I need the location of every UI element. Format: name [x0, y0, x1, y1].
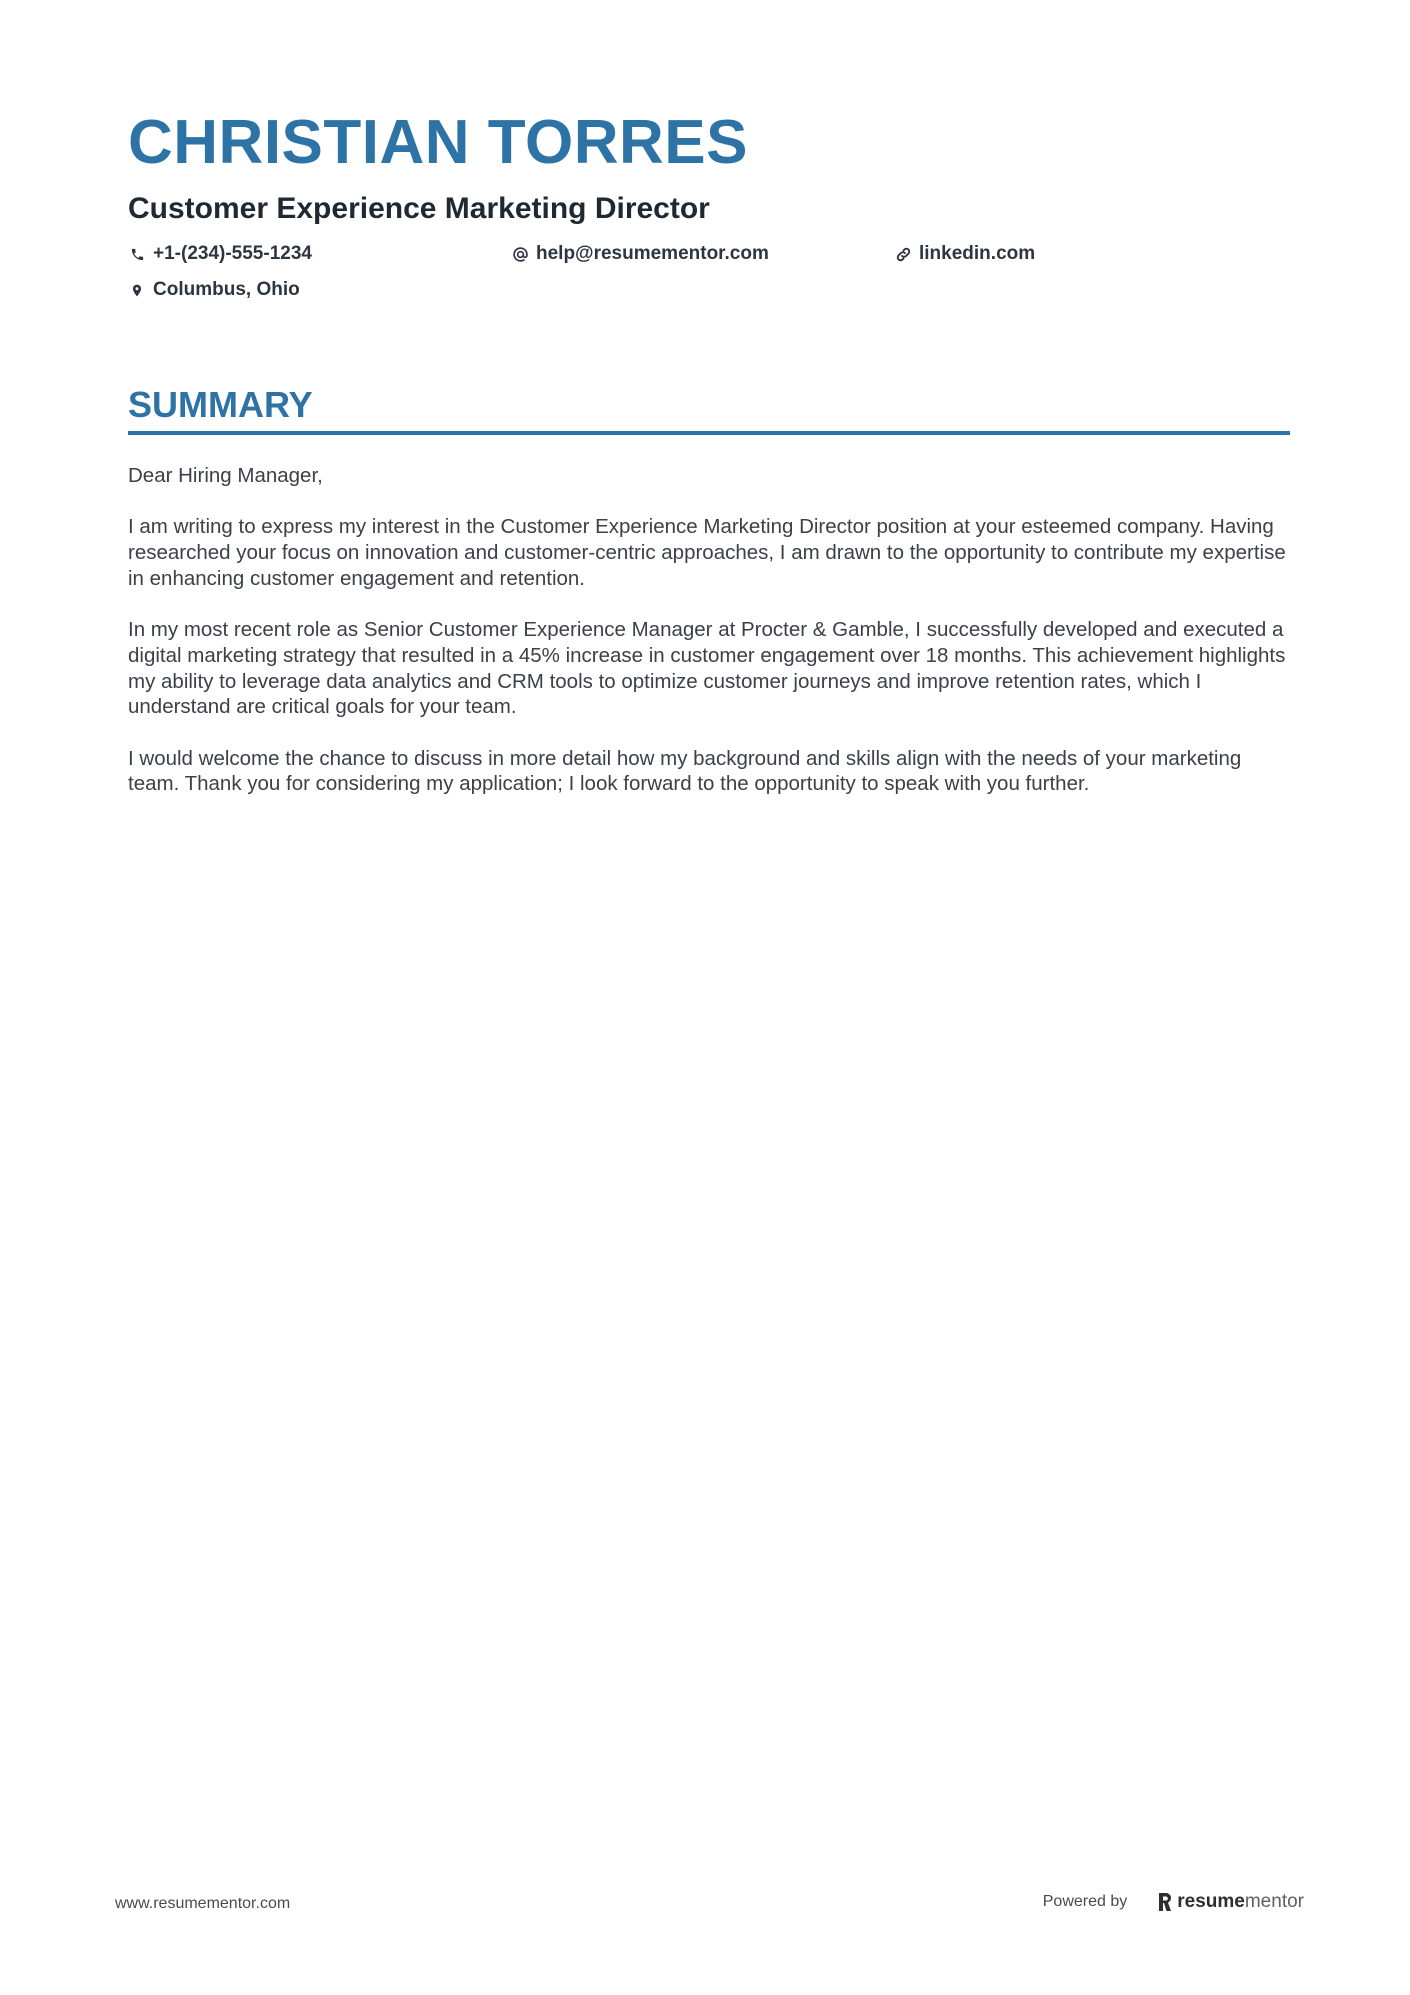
contact-location [128, 279, 300, 301]
contact-row [128, 239, 1290, 269]
at-icon [511, 245, 529, 263]
contact-phone [128, 243, 511, 265]
brand-name-light: mentor [1244, 1891, 1304, 1912]
contact-website [894, 243, 1035, 265]
powered-by-label: Powered by [1042, 1893, 1128, 1910]
link-icon [894, 245, 912, 263]
footer-website[interactable]: www.resumementor.com [115, 1895, 291, 1912]
contact-row-2 [128, 275, 1290, 305]
summary-body [128, 463, 1290, 797]
job-title: Customer Experience Marketing Director [128, 192, 710, 225]
resume-page [128, 105, 1290, 823]
website-text: linkedin.com [919, 243, 1036, 264]
paragraph-3: I would welcome the chance to discuss in more detail how my background and skills align with the needs of your marketing team. Thank you for considering my application; I look forward to the opportunity to speak with you further. [128, 746, 1242, 796]
phone-icon [128, 245, 146, 263]
email-text: help@resumementor.com [536, 243, 769, 264]
candidate-name: CHRISTIAN TORRES [128, 108, 749, 177]
resumementor-logo-icon [1157, 1892, 1173, 1912]
greeting: Dear Hiring Manager, [128, 464, 323, 487]
contact-email [511, 243, 894, 265]
map-pin-icon [128, 281, 146, 299]
location-text: Columbus, Ohio [153, 279, 300, 300]
phone-text: +1-(234)-555-1234 [153, 243, 312, 264]
brand-logo[interactable] [1157, 1891, 1304, 1913]
paragraph-1: I am writing to express my interest in the Customer Experience Marketing Director position at your esteemed company. Having researched your focus on innovation and customer-centric approaches, I am drawn to the opportunity to contribute my expertise in enhancing customer engagement and retention. [128, 515, 1286, 590]
footer-branding [1043, 1891, 1304, 1913]
section-divider [128, 431, 1290, 435]
paragraph-2: In my most recent role as Senior Customer Experience Manager at Procter & Gamble, I successfully developed and executed a digital marketing strategy that resulted in a 45% increase in customer engagement over 18 months. This achievement highlights my ability to leverage data analytics and CRM tools to optimize customer journeys and improve retention rates, which I understand are critical goals for your team. [128, 618, 1286, 719]
summary-heading: SUMMARY [128, 384, 313, 425]
brand-name-bold: resume [1177, 1891, 1245, 1912]
